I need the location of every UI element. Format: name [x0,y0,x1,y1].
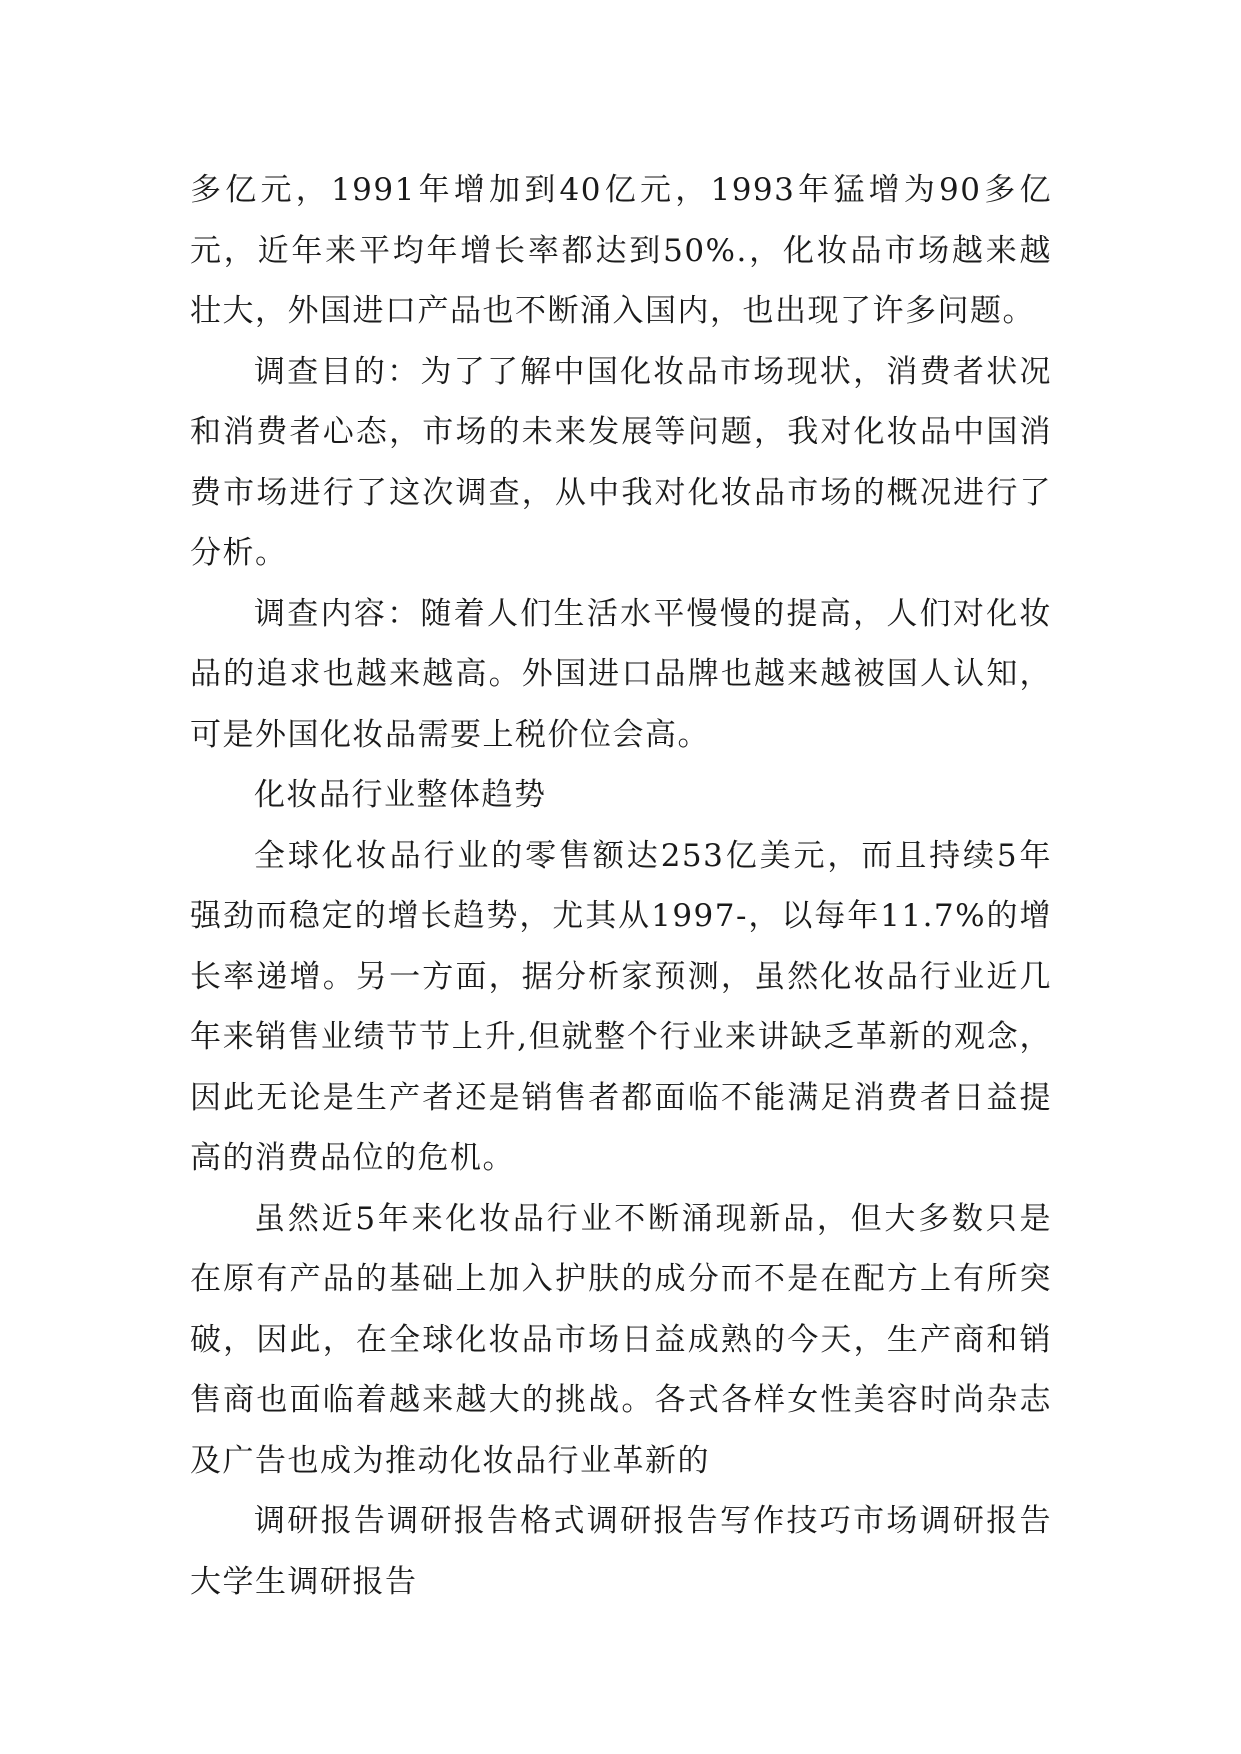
paragraph-survey-purpose: 调查目的：为了了解中国化妆品市场现状，消费者状况和消费者心态，市场的未来发展等问题，我对化妆品中国消费市场进行了这次调查，从中我对化妆品市场的概况进行了分析。 [190,353,1052,571]
paragraph-intro-continuation: 多亿元，1991年增加到40亿元，1993年猛增为90多亿元，近年来平均年增长率都达到50%.，化妆品市场越来越壮大，外国进口产品也不断涌入国内，也出现了许多问题。 [190,172,1052,329]
paragraph-new-products: 虽然近5年来化妆品行业不断涌现新品，但大多数只是在原有产品的基础上加入护肤的成分而不是在配方上有所突破，因此，在全球化妆品市场日益成熟的今天，生产商和销售商也面临着越来越大的挑战。各式各样女性美容时尚杂志及广告也成为推动化妆品行业革新的 [190,1200,1052,1479]
paragraph-global-sales: 全球化妆品行业的零售额达253亿美元，而且持续5年强劲而稳定的增长趋势，尤其从1997-，以每年11.7%的增长率递增。另一方面，据分析家预测，虽然化妆品行业近几年来销售业绩节节上升,但就整个行业来讲缺乏革新的观念，因此无论是生产者还是销售者都面临不能满足消费者日益提高的消费品位的危机。 [190,837,1052,1176]
section-heading-industry-trend: 化妆品行业整体趋势 [254,777,547,813]
paragraph-survey-content: 调查内容：随着人们生活水平慢慢的提高，人们对化妆品的追求也越来越高。外国进口品牌也越来越被国人认知，可是外国化妆品需要上税价位会高。 [190,595,1052,753]
document-body [190,160,1052,1612]
paragraph-keywords: 调研报告调研报告格式调研报告写作技巧市场调研报告大学生调研报告 [190,1503,1052,1600]
